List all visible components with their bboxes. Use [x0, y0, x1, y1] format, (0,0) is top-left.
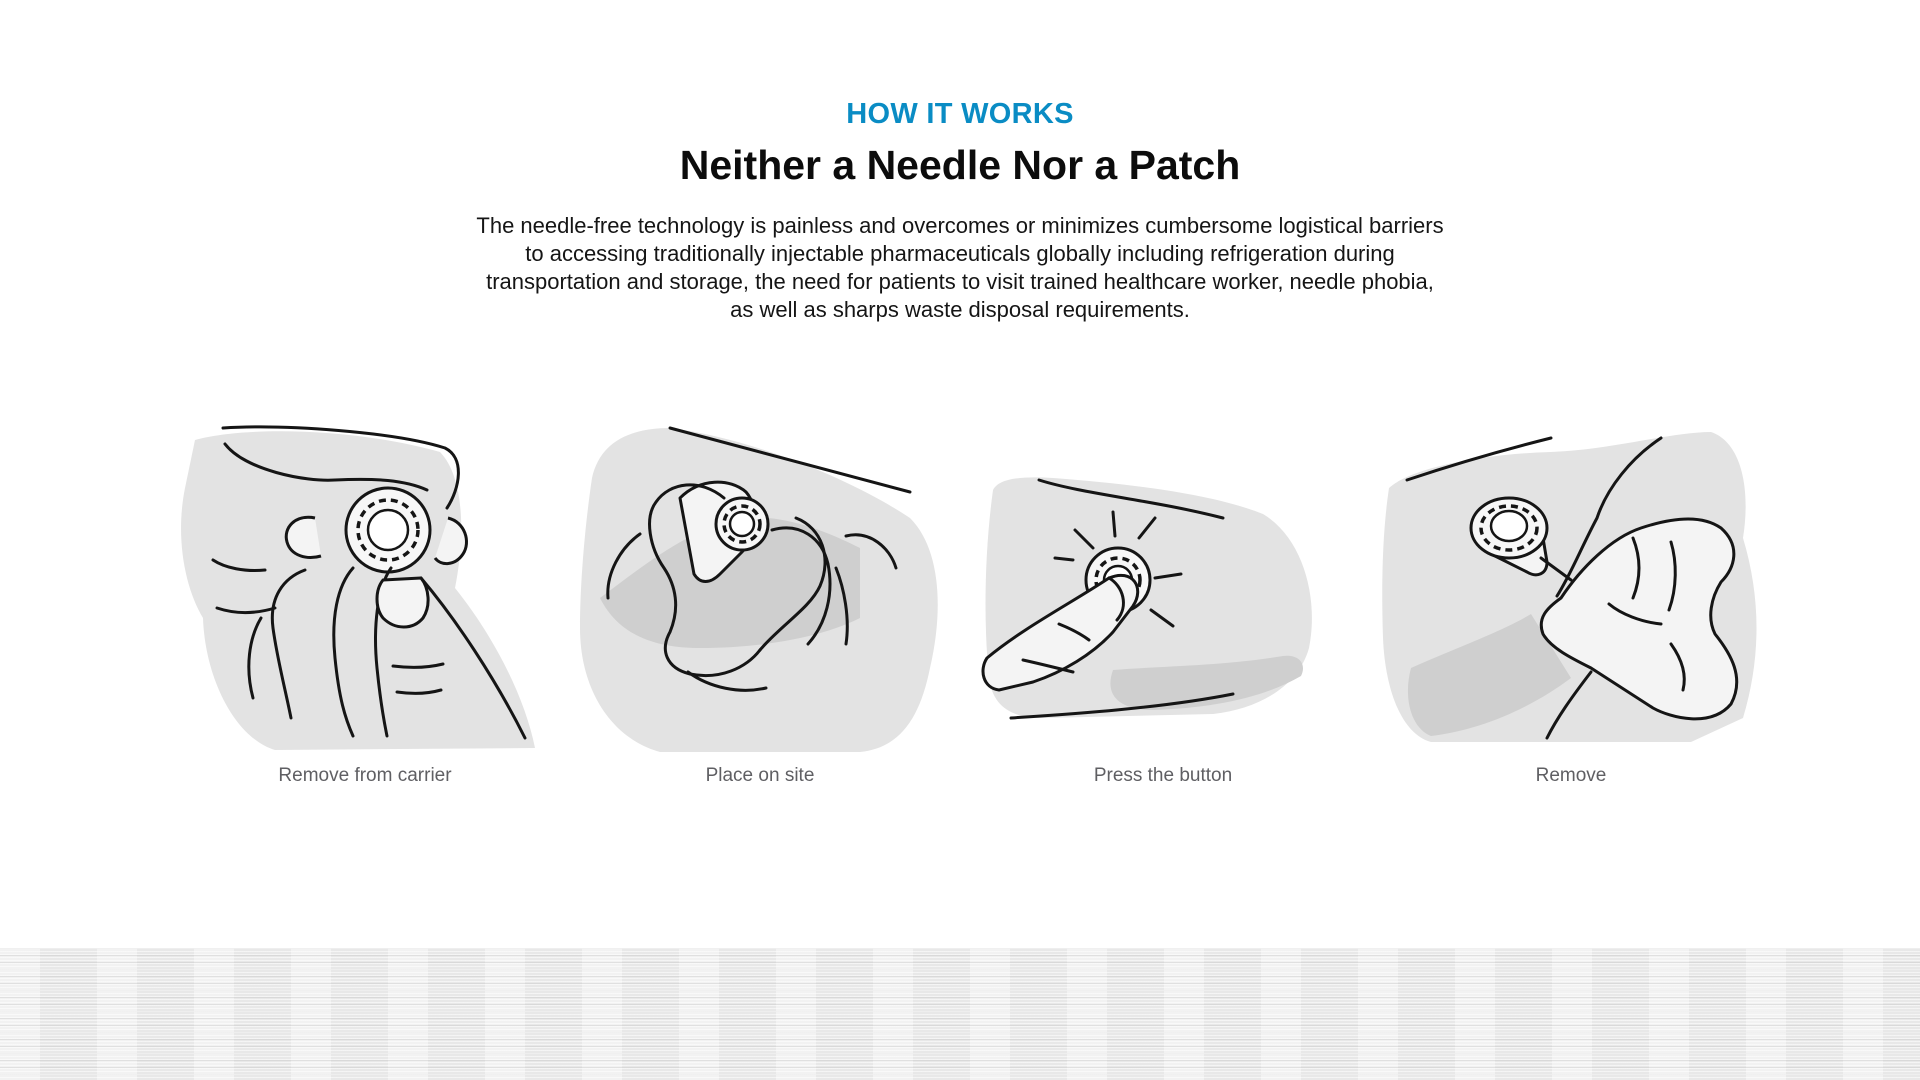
hand-placing-device-illustration — [560, 418, 960, 758]
step-press-the-button — [963, 418, 1363, 798]
step-caption: Press the button — [1093, 765, 1233, 786]
step-caption: Remove from carrier — [278, 765, 452, 786]
intro-section — [0, 96, 1920, 324]
step-place-on-site — [560, 418, 960, 798]
textured-footer-band — [0, 948, 1920, 1080]
section-description: The needle-free technology is painless and overcomes or minimizes cumbersome logistical barriers to accessing traditionally injectable pharmaceuticals globally including refrigeration during transportation and storage, the need for patients to visit trained healthcare worker, needle phobia, as well as sharps waste disposal requirements. — [476, 213, 1444, 322]
step-caption: Place on site — [705, 765, 815, 786]
hand-holding-device-illustration — [165, 418, 565, 758]
finger-pressing-device-illustration — [963, 418, 1363, 758]
hand-peeling-device-illustration — [1371, 418, 1771, 758]
steps-row — [0, 418, 1920, 798]
step-caption: Remove — [1535, 765, 1607, 786]
section-headline: Neither a Needle Nor a Patch — [679, 142, 1241, 188]
step-remove — [1371, 418, 1771, 798]
section-eyebrow: HOW IT WORKS — [846, 98, 1074, 130]
step-remove-from-carrier — [165, 418, 565, 798]
